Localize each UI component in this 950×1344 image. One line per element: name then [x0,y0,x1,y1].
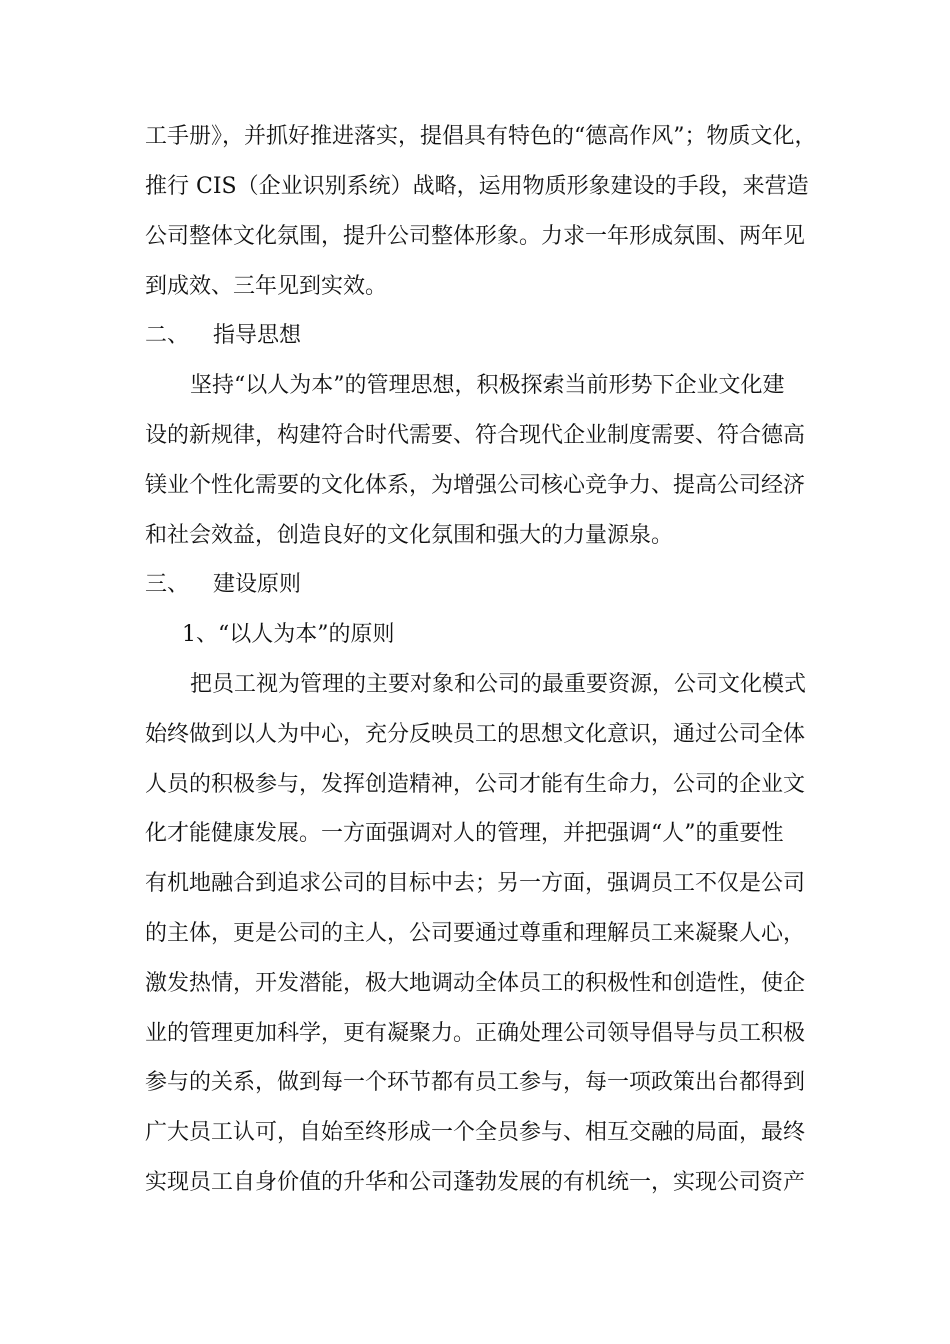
principle-line [0,715,950,755]
guiding-line [0,516,950,556]
section-three-heading [0,565,950,605]
section-title: 建设原则 [213,572,302,597]
principle-heading-text: 1、“以人为本”的原则 [182,622,395,647]
principle-line-text: 实现员工自身价值的升华和公司蓬勃发展的有机统一，实现公司资产 [145,1170,806,1195]
guiding-line-text: 和社会效益，创造良好的文化氛围和强大的力量源泉。 [145,523,674,548]
section-number: 三、 [145,572,190,597]
intro-line-text: 工手册》，并抓好推进落实，提倡具有特色的“德高作风”；物质文化， [145,124,817,149]
principle-line [0,1113,950,1153]
principle-line [0,765,950,805]
guiding-line [0,366,950,406]
guiding-line-text: 坚持“以人为本”的管理思想，积极探索当前形势下企业文化建 [190,373,785,398]
principle-line-text: 激发热情，开发潜能，极大地调动全体员工的积极性和创造性，使企 [145,971,806,996]
principle-line-text: 有机地融合到追求公司的目标中去；另一方面，强调员工不仅是公司 [145,871,806,896]
intro-line [0,267,950,307]
guiding-line-text: 设的新规律，构建符合时代需要、符合现代企业制度需要、符合德高 [145,423,806,448]
principle-line [0,1063,950,1103]
section-two-heading [0,316,950,356]
principle-line [0,665,950,705]
principle-line-text: 把员工视为管理的主要对象和公司的最重要资源，公司文化模式 [190,672,807,697]
principle-line [0,1014,950,1054]
principle-line [0,914,950,954]
principle-one-heading [0,615,950,655]
principle-line-text: 化才能健康发展。一方面强调对人的管理，并把强调“人”的重要性 [145,821,784,846]
principle-line-text: 人员的积极参与，发挥创造精神，公司才能有生命力，公司的企业文 [145,772,806,797]
intro-line-text: 推行 CIS（企业识别系统）战略，运用物质形象建设的手段，来营造 [145,174,809,199]
intro-line [0,117,950,157]
guiding-line-text: 镁业个性化需要的文化体系，为增强公司核心竞争力、提高公司经济 [145,473,806,498]
section-title: 指导思想 [213,323,302,348]
guiding-line [0,466,950,506]
section-number: 二、 [145,323,190,348]
principle-line-text: 业的管理更加科学，更有凝聚力。正确处理公司领导倡导与员工积极 [145,1021,806,1046]
guiding-line [0,416,950,456]
principle-line [0,1163,950,1203]
intro-line-text: 到成效、三年见到实效。 [145,274,388,299]
principle-line-text: 的主体，更是公司的主人，公司要通过尊重和理解员工来凝聚人心， [145,921,806,946]
principle-line-text: 参与的关系，做到每一个环节都有员工参与，每一项政策出台都得到 [145,1070,806,1095]
intro-line [0,217,950,257]
intro-line-text: 公司整体文化氛围，提升公司整体形象。力求一年形成氛围、两年见 [145,224,806,249]
principle-line-text: 广大员工认可，自始至终形成一个全员参与、相互交融的局面，最终 [145,1120,806,1145]
principle-line [0,964,950,1004]
principle-line [0,814,950,854]
principle-line-text: 始终做到以人为中心，充分反映员工的思想文化意识，通过公司全体 [145,722,806,747]
principle-line [0,864,950,904]
intro-line [0,167,950,207]
